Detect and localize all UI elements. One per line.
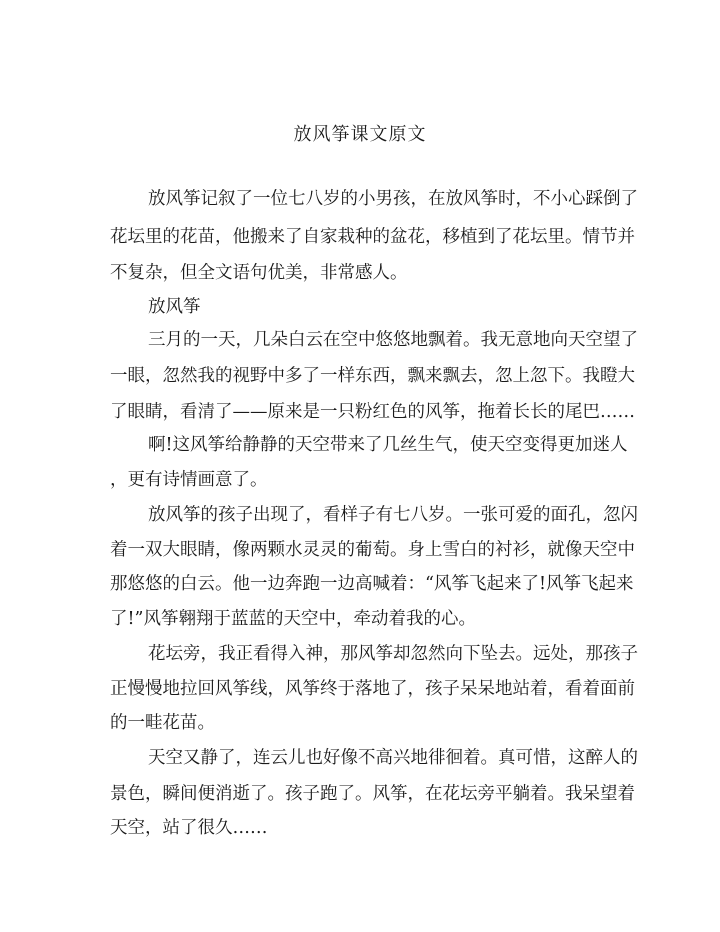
text-line: 天空，站了很久…… (110, 818, 268, 838)
text-line: 花坛旁，我正看得入神，那风筝却忽然向下坠去。远处，那孩子 (148, 644, 638, 664)
text-line: 放风筝 (148, 297, 201, 317)
text-line: 正慢慢地拉回风筝线，风筝终于落地了，孩子呆呆地站着，看着面前 (110, 679, 635, 699)
text-line: 三月的一天，几朵白云在空中悠悠地飘着。我无意地向天空望了 (148, 330, 638, 350)
text-line: ，更有诗情画意了。 (110, 470, 268, 490)
text-line: 那悠悠的白云。他一边奔跑一边高喊着：“风筝飞起来了!风筝飞起来 (110, 574, 634, 594)
document-title: 放风筝课文原文 (293, 124, 427, 145)
text-line: 不复杂，但全文语句优美，非常感人。 (110, 263, 408, 283)
text-line: 一眼，忽然我的视野中多了一样东西，飘来飘去，忽上忽下。我瞪大 (110, 366, 635, 386)
text-line: 景色，瞬间便消逝了。孩子跑了。风筝，在花坛旁平躺着。我呆望着 (110, 784, 635, 804)
text-line: 天空又静了，连云儿也好像不高兴地徘徊着。真可惜，这醉人的 (148, 748, 638, 768)
text-line: 的一畦花苗。 (110, 713, 215, 733)
text-line: 放风筝的孩子出现了，看样子有七八岁。一张可爱的面孔，忽闪 (148, 505, 638, 525)
text-line: 着一双大眼睛，像两颗水灵灵的葡萄。身上雪白的衬衫，就像天空中 (110, 540, 635, 560)
text-line: 花坛里的花苗，他搬来了自家栽种的盆花，移植到了花坛里。情节并 (110, 227, 635, 247)
text-line: 了!”风筝翱翔于蓝蓝的天空中，牵动着我的心。 (110, 609, 476, 629)
text-line: 啊!这风筝给静静的天空带来了几丝生气，使天空变得更加迷人 (148, 435, 628, 455)
text-line: 了眼睛，看清了——原来是一只粉红色的风筝，拖着长长的尾巴…… (110, 402, 635, 422)
text-line: 放风筝记叙了一位七八岁的小男孩，在放风筝时，不小心踩倒了 (148, 189, 638, 209)
